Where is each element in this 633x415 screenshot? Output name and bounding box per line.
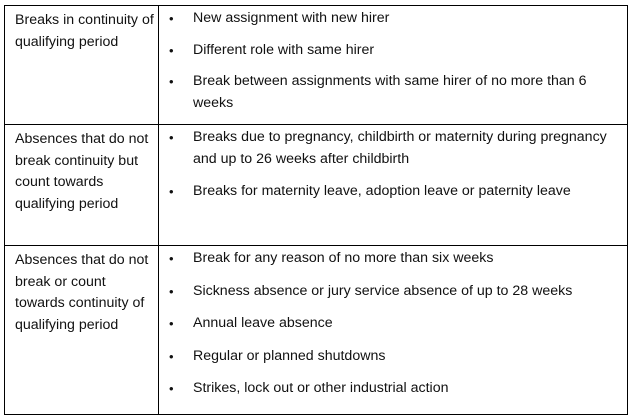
list-item xyxy=(159,378,621,400)
list-item-text: Regular or planned shutdowns xyxy=(193,347,386,364)
bullet-icon: • xyxy=(169,184,174,200)
list-item xyxy=(159,8,621,30)
list-item-text: Sickness absence or jury service absence of up to 28 weeks xyxy=(193,282,573,299)
list-item-text: Break for any reason of no more than six weeks xyxy=(193,250,494,266)
list-item-text: Strikes, lock out or other industrial action xyxy=(193,380,449,397)
row-items-cell xyxy=(159,246,628,415)
bullet-icon: • xyxy=(169,11,174,26)
list-item-text: Annual leave absence xyxy=(193,315,333,332)
bullet-list xyxy=(159,246,621,400)
bullet-icon: • xyxy=(169,42,174,58)
bullet-list xyxy=(159,125,621,203)
list-item xyxy=(159,248,621,270)
list-item-text: New assignment with new hirer xyxy=(193,10,390,26)
list-item xyxy=(159,71,621,114)
row-items-cell xyxy=(159,6,628,125)
list-item-text: Different role with same hirer xyxy=(193,41,375,58)
list-item xyxy=(159,313,621,335)
list-item-text: Breaks due to pregnancy, childbirth or maternity during pregnancy and up to 26 weeks after childbirth xyxy=(193,129,607,167)
list-item xyxy=(159,281,621,303)
table-row xyxy=(5,125,628,246)
list-item-text: Break between assignments with same hirer of no more than 6 weeks xyxy=(193,73,587,111)
table-row xyxy=(5,6,628,125)
bullet-icon: • xyxy=(169,74,174,90)
row-label-breaks-in-continuity: Breaks in continuity of qualifying period xyxy=(5,6,159,125)
row-label-absences-not-counted: Absences that do not break or count towards continuity of qualifying period xyxy=(5,246,159,415)
continuity-rules-table xyxy=(4,5,628,415)
list-item xyxy=(159,127,621,170)
bullet-list xyxy=(159,6,621,114)
list-item xyxy=(159,40,621,62)
list-item-text: Breaks for maternity leave, adoption leave or paternity leave xyxy=(193,183,571,200)
list-item xyxy=(159,181,621,203)
bullet-icon: • xyxy=(169,316,174,332)
bullet-icon: • xyxy=(169,348,174,364)
bullet-icon: • xyxy=(169,381,174,397)
row-label-absences-count-towards: Absences that do not break continuity but count towards qualifying period xyxy=(5,125,159,246)
list-item xyxy=(159,346,621,368)
bullet-icon: • xyxy=(169,283,174,299)
row-items-cell xyxy=(159,125,628,246)
bullet-icon: • xyxy=(169,251,174,266)
bullet-icon: • xyxy=(169,130,174,145)
table-row xyxy=(5,246,628,415)
